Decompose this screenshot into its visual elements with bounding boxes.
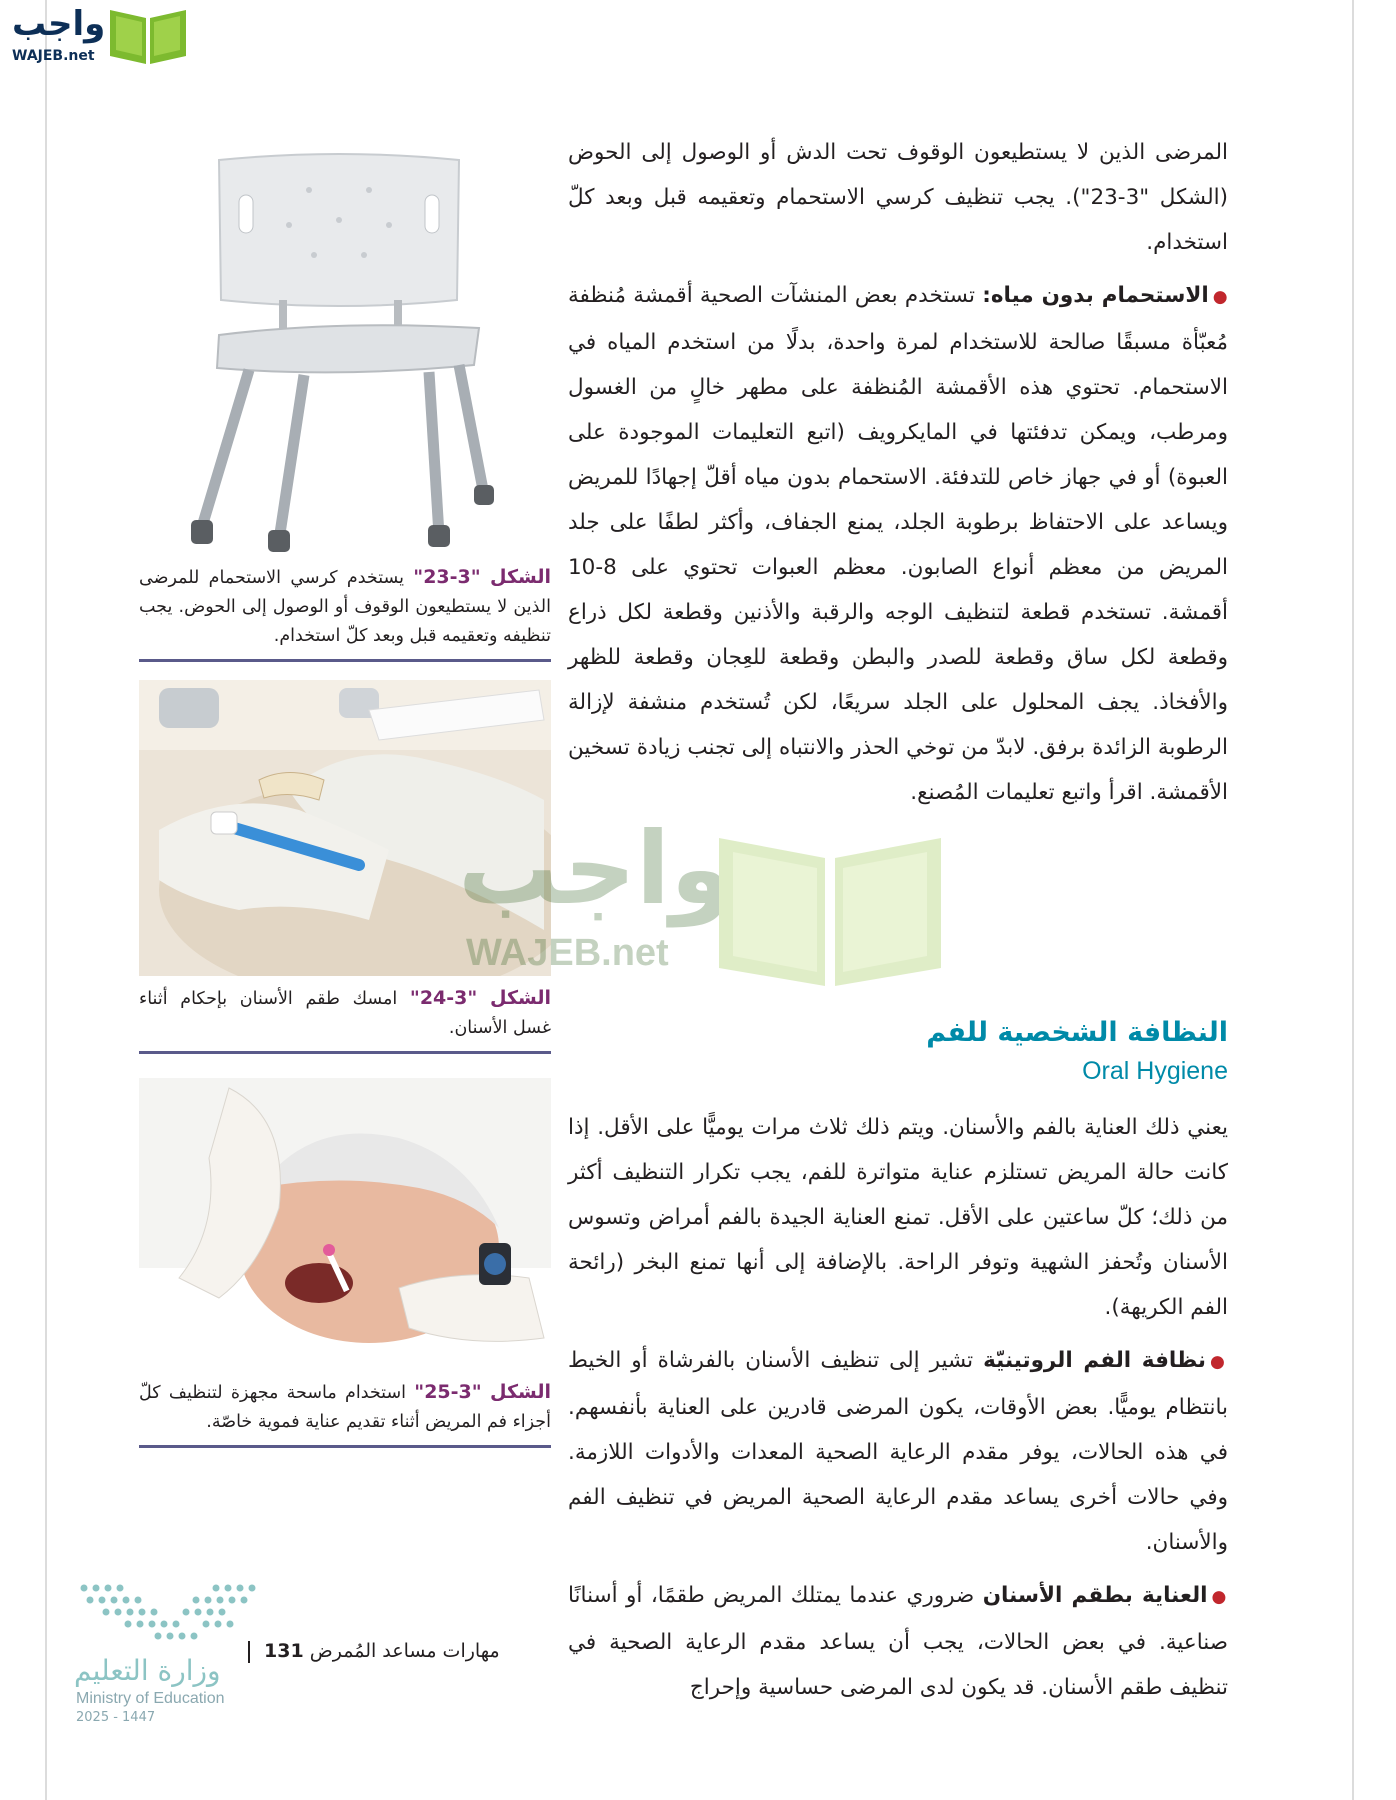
- book-icon: [108, 4, 188, 66]
- left-margin-line: [45, 0, 47, 1800]
- bullet-title: العناية بطقم الأسنان: [982, 1583, 1208, 1608]
- bullet-text: تشير إلى تنظيف الأسنان بالفرشاة أو الخيط بانتظام يوميًّا. بعض الأوقات، يكون المرضى قادرين على العناية بأنفسهم. في هذه الحالات، يوفر مقدم الرعاية الصحية المعدات والأدوات اللازمة. وفي حالات أخرى يساعد مقدم الرعاية الصحية المريض في تنظيف الفم والأسنان.: [568, 1348, 1228, 1555]
- ministry-year: 2025 - 1447: [76, 1710, 156, 1725]
- figure-caption: [139, 984, 551, 1054]
- page-number-block: [240, 1640, 500, 1663]
- ministry-english-name: Ministry of Education: [76, 1690, 225, 1707]
- watermark-net-text: WAJEB.net: [466, 932, 669, 974]
- page-number: 131: [264, 1640, 304, 1662]
- wajeb-logo[interactable]: [10, 4, 190, 70]
- ministry-logo-icon: [76, 1582, 266, 1652]
- figure-label: الشكل: [490, 987, 551, 1009]
- logo-arabic-text: واجب: [12, 4, 106, 44]
- figure-3-25: [139, 1078, 551, 1448]
- figure-label: الشكل: [489, 1381, 551, 1403]
- figure-caption-text: يستخدم كرسي الاستحمام للمرضى الذين لا يستطيعون الوقوف أو الوصول إلى الحوض. يجب تنظيفه وتعقيمه قبل وبعد كلّ استخدام.: [139, 568, 551, 646]
- paragraph-oral-care: يعني ذلك العناية بالفم والأسنان. ويتم ذلك ثلاث مرات يوميًّا على الأقل. إذا كانت حالة المريض تستلزم عناية متواترة للفم، يجب تكرار التنظيف أكثر من ذلك؛ كلّ ساعتين على الأقل. تمنع العناية الجيدة بالفم أمراض وتسوس الأسنان وتُحفز الشهية وتوفر الراحة. بالإضافة إلى أنها تمنع البخر (رائحة الفم الكريهة).: [568, 1115, 1228, 1320]
- figure-label: الشكل: [489, 566, 551, 588]
- section-title-arabic: النظافة الشخصية للفم: [926, 1017, 1228, 1048]
- figure-caption: [139, 563, 551, 662]
- bullet-denture-care: [568, 1573, 1228, 1710]
- right-margin-line: [1352, 0, 1354, 1800]
- ministry-arabic-name: وزارة التعليم: [74, 1654, 221, 1687]
- bullet-text: تستخدم بعض المنشآت الصحية أقمشة مُنظفة مُعبّأة مسبقًا صالحة للاستخدام لمرة واحدة، بدلًا من استخدم المياه في الاستحمام. تحتوي هذه الأقمشة المُنظفة على مطهر خالٍ من الغسول ومرطب، ويمكن تدفئتها في المايكرويف (اتبع التعليمات الموجودة على العبوة) أو في جهاز خاص للتدفئة. الاستحمام بدون مياه أقلّ إجهادًا للمريض ويساعد على الاحتفاظ برطوبة الجلد، يمنع الجفاف، وأكثر لطفًا على جلد المريض من معظم أنواع الصابون. معظم العبوات تحتوي على 8-10 أقمشة. تستخدم قطعة لتنظيف الوجه والرقبة والأذنين وقطعة لكل ذراع وقطعة لكل ساق وقطعة للصدر والبطن وقطعة للعِجان وقطعة للظهر والأفخاذ. يجف المحلول على الجلد سريعًا، لكن تُستخدم منشفة لإزالة الرطوبة الزائدة برفق. لابدّ من توخي الحذر والانتباه إلى تجنب زيادة تسخين الأقمشة. اقرأ واتبع تعليمات المُصنع.: [568, 283, 1228, 805]
- figure-caption: [139, 1378, 551, 1448]
- bullet-dot-icon: ●: [1211, 1587, 1228, 1607]
- page-footer: [70, 1570, 500, 1740]
- figure-number: "3-25": [414, 1381, 482, 1403]
- footer-separator: [248, 1641, 250, 1663]
- bullet-title: نظافة الفم الروتينيّة: [983, 1348, 1207, 1373]
- bullet-dot-icon: ●: [1212, 287, 1228, 307]
- bullet-routine-oral-care: [568, 1338, 1228, 1565]
- shower-chair-image: [139, 150, 551, 555]
- paragraph-intro: المرضى الذين لا يستطيعون الوقوف تحت الدش أو الوصول إلى الحوض (الشكل "3-23"). يجب تنظيف كرسي الاستحمام وتعقيمه قبل وبعد كلّ استخدام.: [568, 140, 1228, 255]
- section-title-english: Oral Hygiene: [1082, 1057, 1228, 1085]
- figure-number: "3-23": [413, 566, 481, 588]
- section-bathing-text: [568, 130, 1228, 823]
- bullet-title: الاستحمام بدون مياه:: [982, 283, 1209, 308]
- oral-care-swab-image: [139, 1078, 551, 1370]
- wajeb-watermark: [440, 810, 960, 988]
- book-title: مهارات مساعد المُمرض: [309, 1640, 500, 1662]
- bullet-text: ضروري عندما يمتلك المريض طقمًا، أو أسنانًا صناعية. في بعض الحالات، يجب أن يساعد مقدم الرعاية الصحية في تنظيف طقم الأسنان. قد يكون لدى المرضى حساسية وإحراج: [568, 1583, 1228, 1700]
- watermark-arabic-text: واجب: [458, 810, 733, 927]
- section-oral-hygiene: [568, 985, 1228, 1718]
- bullet-waterless-bathing: [568, 273, 1228, 815]
- logo-net-text: WAJEB.net: [12, 48, 95, 64]
- watermark-book-icon: [715, 828, 945, 988]
- figure-number: "3-24": [409, 987, 478, 1009]
- figure-3-23: [139, 150, 551, 662]
- figure-caption-text: استخدام ماسحة مجهزة لتنظيف كلّ أجزاء فم المريض أثناء تقديم عناية فموية خاصّة.: [139, 1383, 551, 1432]
- bullet-dot-icon: ●: [1210, 1352, 1229, 1372]
- figure-caption-text: امسك طقم الأسنان بإحكام أثناء غسل الأسنان.: [139, 989, 551, 1038]
